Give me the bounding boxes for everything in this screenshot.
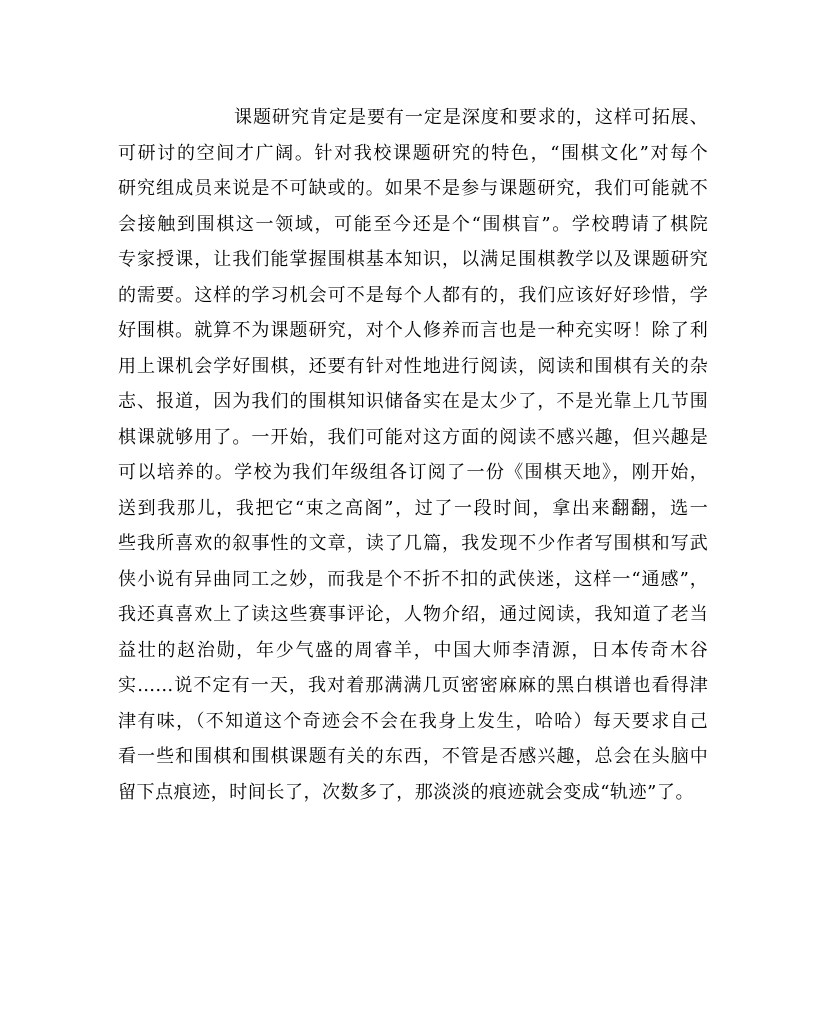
paragraph-line: 益壮的赵治勋，年少气盛的周睿羊，中国大师李清源，日本传奇木谷 xyxy=(118,639,708,661)
paragraph-line: 我还真喜欢上了读这些赛事评论，人物介绍，通过阅读，我知道了老当 xyxy=(118,604,708,625)
paragraph-line: 的需要。这样的学习机会可不是每个人都有的，我们应该好好珍惜，学 xyxy=(118,284,708,306)
paragraph-line: 看一些和围棋和围棋课题有关的东西，不管是否感兴趣，总会在头脑中 xyxy=(118,746,708,767)
paragraph-line: 志、报道，因为我们的围棋知识储备实在是太少了，不是光靠上几节围 xyxy=(118,391,708,412)
paragraph-line: 津有味，（不知道这个奇迹会不会在我身上发生，哈哈）每天要求自己 xyxy=(118,710,708,732)
paragraph-line: 专家授课，让我们能掌握围棋基本知识，以满足围棋教学以及课题研究 xyxy=(118,249,708,270)
paragraph-line: 棋课就够用了。一开始，我们可能对这方面的阅读不感兴趣，但兴趣是 xyxy=(118,426,708,448)
paragraph-line: 课题研究肯定是要有一定是深度和要求的，这样可拓展、 xyxy=(234,107,708,128)
body-paragraph xyxy=(118,100,708,810)
paragraph-line: 好围棋。就算不为课题研究，对个人修养而言也是一种充实呀！除了利 xyxy=(118,320,708,341)
paragraph-line: 用上课机会学好围棋，还要有针对性地进行阅读，阅读和围棋有关的杂 xyxy=(118,355,708,377)
paragraph-line: 可以培养的。学校为我们年级组各订阅了一份《围棋天地》，刚开始， xyxy=(118,462,708,483)
paragraph-line: 研究组成员来说是不可缺或的。如果不是参与课题研究，我们可能就不 xyxy=(118,178,708,199)
paragraph-line: 送到我那儿，我把它“束之高阁”，过了一段时间，拿出来翻翻，选一 xyxy=(118,497,708,519)
paragraph-line: 可研讨的空间才广阔。针对我校课题研究的特色，“围棋文化”对每个 xyxy=(118,142,708,164)
paragraph-line: 会接触到围棋这一领域，可能至今还是个“围棋盲”。学校聘请了棋院 xyxy=(118,213,708,235)
paragraph-line: 些我所喜欢的叙事性的文章，读了几篇，我发现不少作者写围棋和写武 xyxy=(118,533,708,554)
paragraph-line: 留下点痕迹，时间长了，次数多了，那淡淡的痕迹就会变成“轨迹”了。 xyxy=(118,781,695,803)
paragraph-line: 实……说不定有一天，我对着那满满几页密密麻麻的黑白棋谱也看得津 xyxy=(118,675,708,696)
paragraph-line: 侠小说有异曲同工之妙，而我是个不折不扣的武侠迷，这样一“通感”， xyxy=(118,568,708,590)
